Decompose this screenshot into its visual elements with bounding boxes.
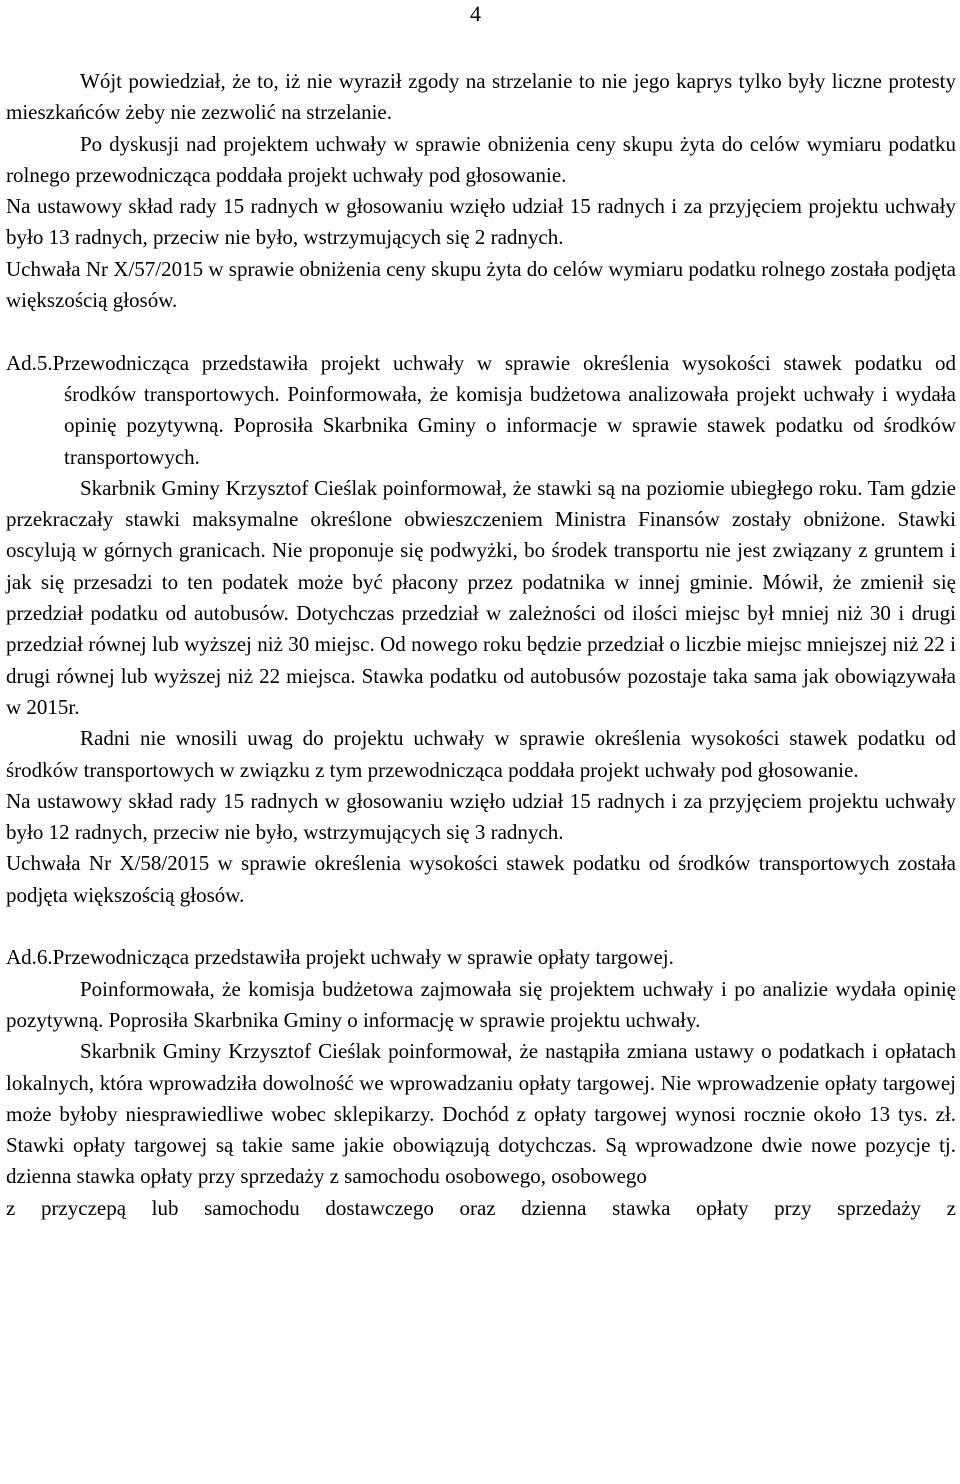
page-number: 4 <box>470 1 481 26</box>
document-body <box>6 66 956 1224</box>
paragraph-wojt-statement: Wójt powiedział, że to, iż nie wyraził zgody na strzelanie to nie jego kaprys tylko były liczne protesty mieszkańców żeby nie zezwolić na strzelanie. <box>6 69 956 125</box>
paragraph-treasurer-market-fee: Skarbnik Gminy Krzysztof Cieślak poinformował, że nastąpiła zmiana ustawy o podatkach i opłatach lokalnych, która wprowadziła dowolność we wprowadzaniu opłaty targowej. Nie wprowadzenie opłaty targowej może byłoby niesprawiedliwe wobec sklepikarzy. Dochód z opłaty targowej wynosi rocznie około 13 tys. zł. Stawki opłaty targowej są takie same jakie obowiązują dotychczas. Są wprowadzone dwie nowe pozycje tj. dzienna stawka opłaty przy sprzedaży z samochodu osobowego, osobowego <box>6 1039 956 1189</box>
paragraph-discussion-rye: Po dyskusji nad projektem uchwały w sprawie obniżenia ceny skupu żyta do celów wymiaru podatku rolnego przewodnicząca poddała projekt uchwały pod głosowanie. <box>6 131 956 187</box>
paragraph-agenda-item-6: Ad.6.Przewodnicząca przedstawiła projekt uchwały w sprawie opłaty targowej. <box>6 945 674 970</box>
paragraph-spacer <box>6 911 956 942</box>
paragraph-treasurer-transport: Skarbnik Gminy Krzysztof Cieślak poinformował, że stawki są na poziomie ubiegłego roku. Tam gdzie przekraczały stawki maksymalne określone obwieszczeniem Ministra Finansów zostały obniżone. Stawki oscylują w górnych granicach. Nie proponuje się podwyżki, bo środek transportu nie jest związany z gruntem i jak się przesadzi to ten podatek może być płacony przez podatnika w innej gminie. Mówił, że zmienił się przedział podatku od autobusów. Dotychczas przedział w zależności od ilości miejsc był mniej niż 30 i drugi przedział równej lub wyższej niż 30 miejsc. Od nowego roku będzie przedział o liczbie miejsc mniejszej niż 22 i drugi równej lub wyższej niż 22 miejsca. Stawka podatku od autobusów pozostaje taka sama jak obowiązywała w 2015r. <box>6 475 956 719</box>
paragraph-resolution-58: Uchwała Nr X/58/2015 w sprawie określenia wysokości stawek podatku od środków transportowych została podjęta większością głosów. <box>6 851 956 907</box>
paragraph-continuation-line: z przyczepą lub samochodu dostawczego oraz dzienna stawka opłaty przy sprzedaży z <box>6 1195 956 1220</box>
paragraph-spacer <box>6 316 956 347</box>
paragraph-councillors-no-remarks: Radni nie wnosili uwag do projektu uchwały w sprawie określenia wysokości stawek podatku od środków transportowych w związku z tym przewodnicząca poddała projekt uchwały pod głosowanie. <box>6 726 956 782</box>
paragraph-committee-opinion-market-fee: Poinformowała, że komisja budżetowa zajmowała się projektem uchwały i po analizie wydała opinię pozytywną. Poprosiła Skarbnika Gminy o informację w sprawie projektu uchwały. <box>6 976 956 1032</box>
paragraph-vote-result-rye: Na ustawowy skład rady 15 radnych w głosowaniu wzięło udział 15 radnych i za przyjęciem projektu uchwały było 13 radnych, przeciw nie było, wstrzymujących się 2 radnych. <box>6 194 956 250</box>
paragraph-resolution-57: Uchwała Nr X/57/2015 w sprawie obniżenia ceny skupu żyta do celów wymiaru podatku rolnego została podjęta większością głosów. <box>6 256 956 313</box>
paragraph-agenda-item-5: Ad.5.Przewodnicząca przedstawiła projekt uchwały w sprawie określenia wysokości stawek podatku od środków transportowych. Poinformowała, że komisja budżetowa analizowała projekt uchwały i wydała opinię pozytywną. Poprosiła Skarbnika Gminy o informacje w sprawie stawek podatku od środków transportowych. <box>6 350 956 469</box>
paragraph-vote-result-transport: Na ustawowy skład rady 15 radnych w głosowaniu wzięło udział 15 radnych i za przyjęciem projektu uchwały było 12 radnych, przeciw nie było, wstrzymujących się 3 radnych. <box>6 788 956 845</box>
